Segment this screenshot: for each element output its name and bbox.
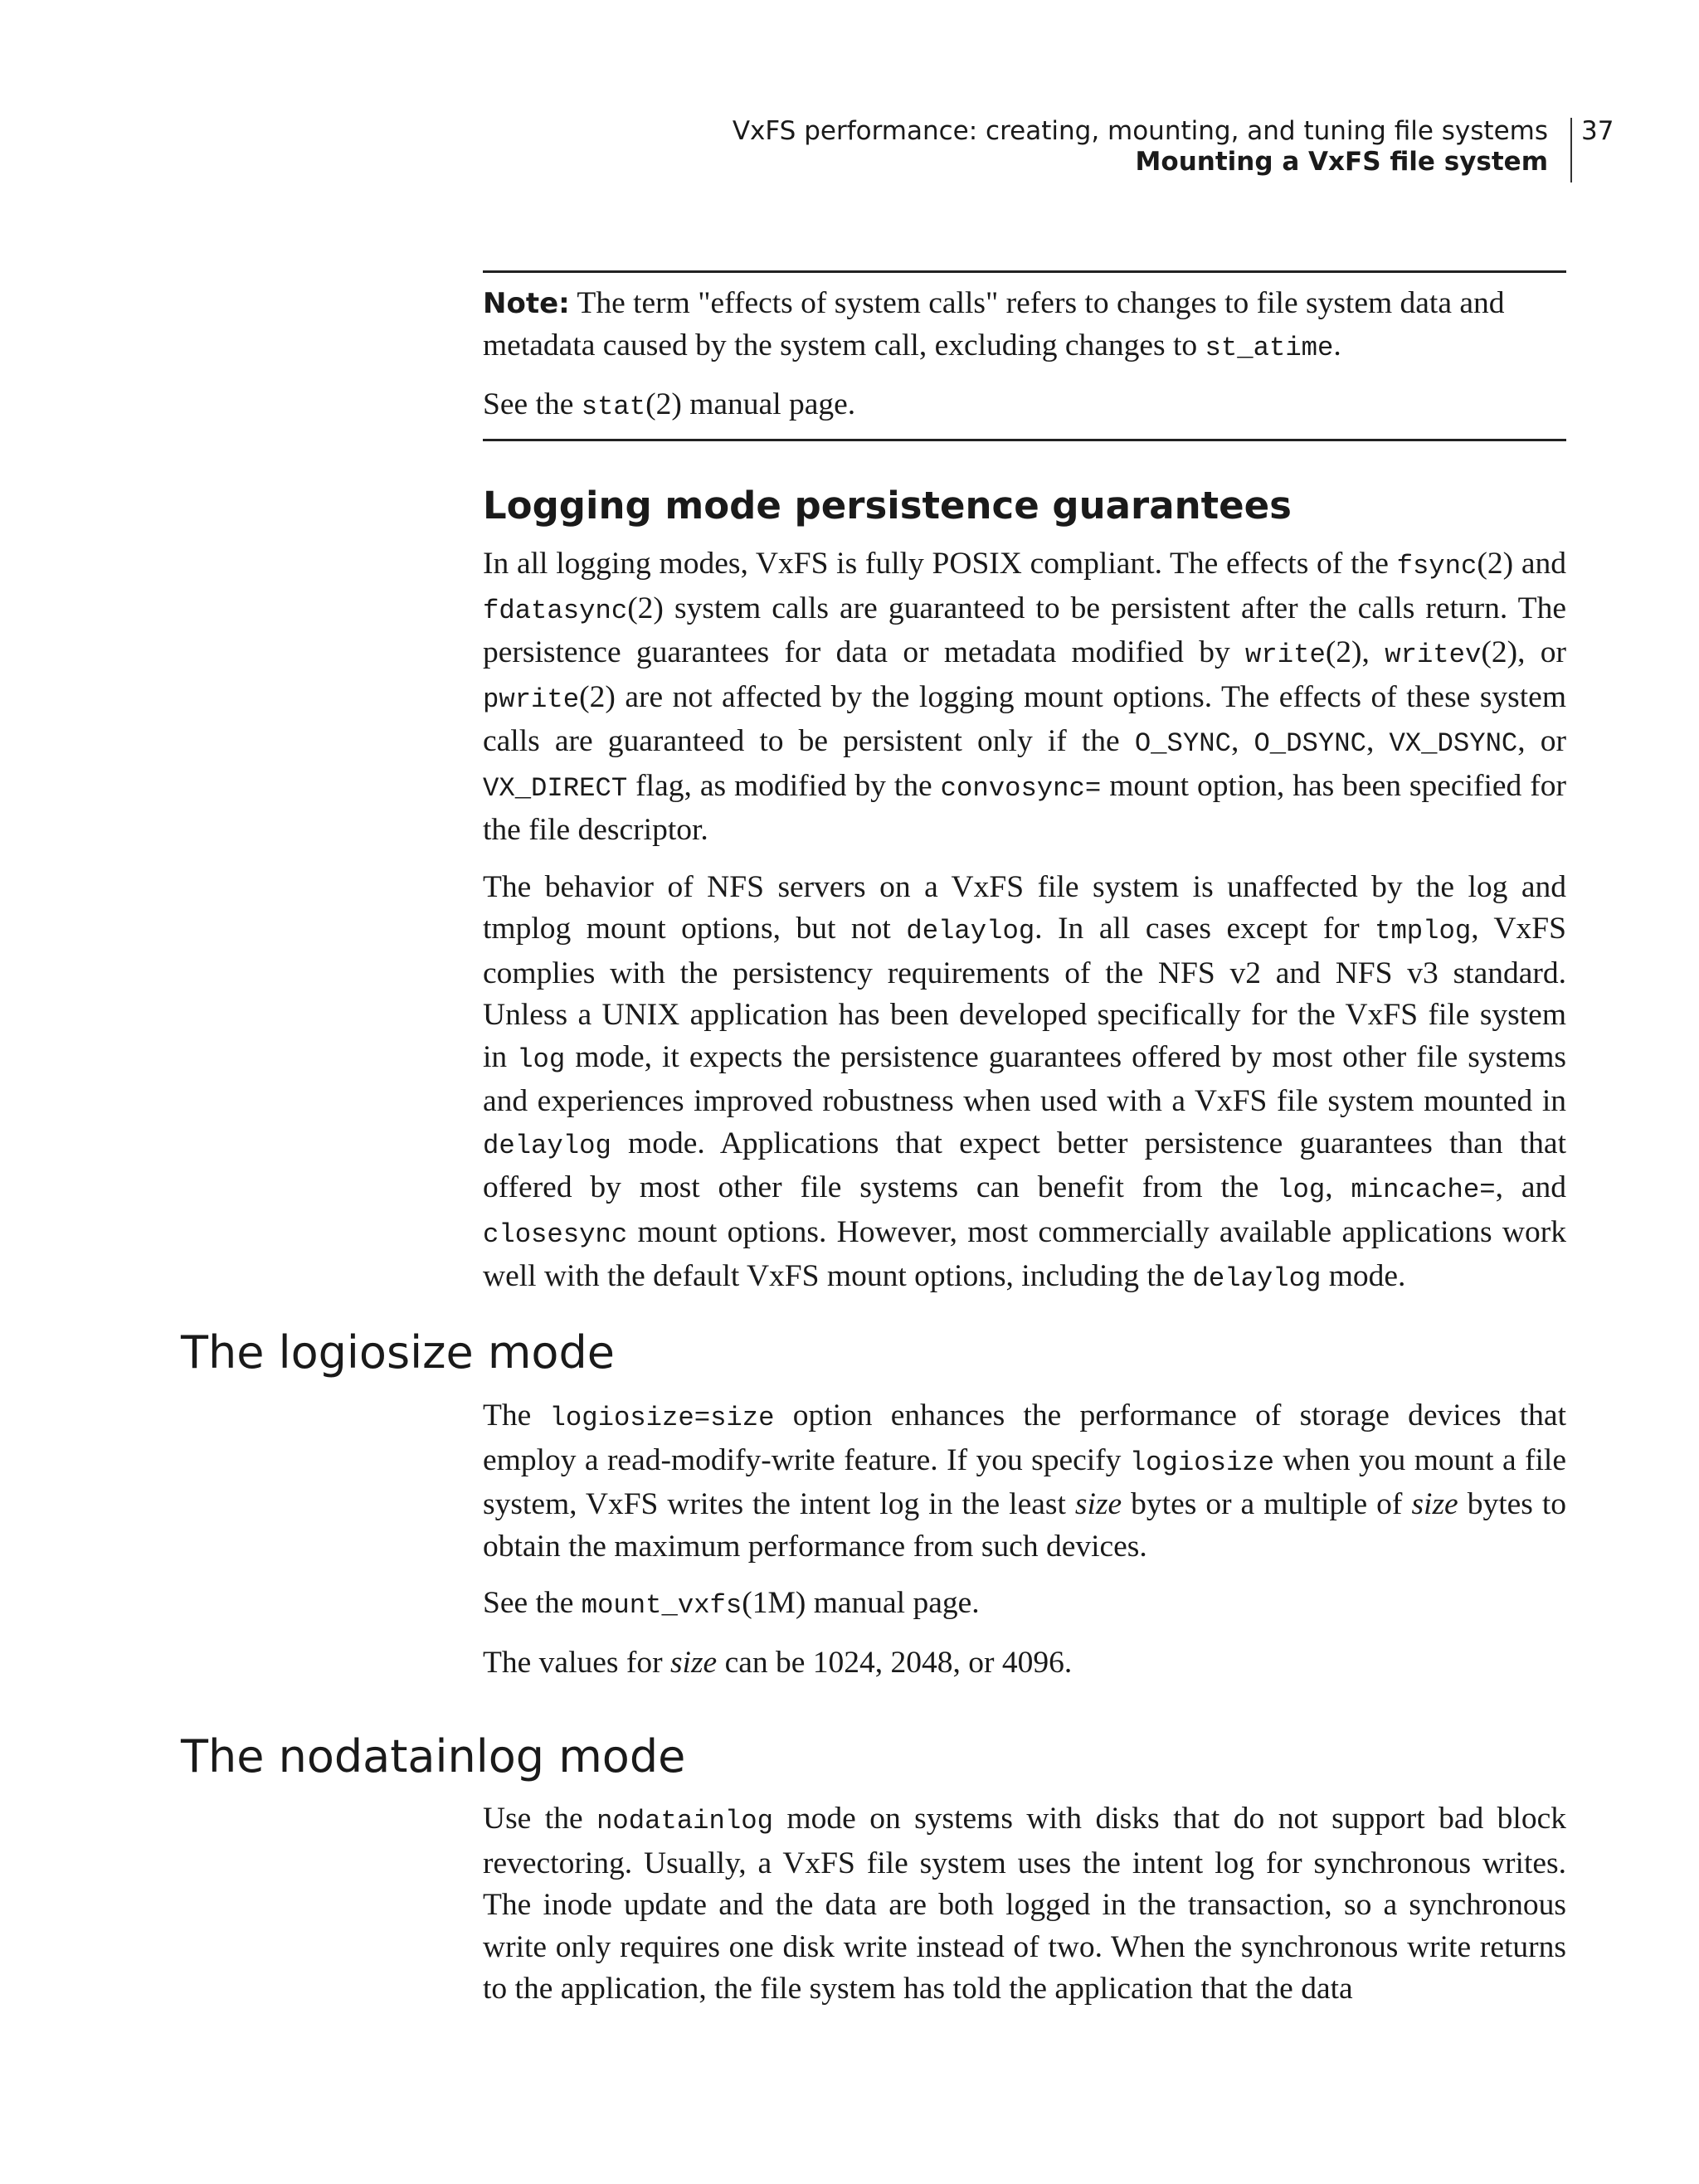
logging-section-body	[483, 543, 1566, 1301]
note-text: Note: The term "effects of system calls" refers to changes to file system data and metadata caused by the system call, excluding changes to st_atime.	[483, 286, 1505, 363]
page-number: 37	[1581, 116, 1614, 146]
logiosize-section-body	[483, 1395, 1566, 1684]
running-header	[733, 116, 1556, 178]
note-label: Note:	[483, 287, 570, 320]
logging-paragraph-2: The behavior of NFS servers on a VxFS file system is unaffected by the log and tmplog mount options, but not delaylog. In all cases except for tmplog, VxFS complies with the persistency requirements of the NFS v2 and NFS v3 standard. Unless a UNIX application has been developed specifically for the VxFS file system in log mode, it expects the persistence guarantees offered by most other file systems and experiences improved robustness when used with a VxFS file system mounted in delaylog mode. Applications that expect better persistence guarantees than that offered by most other file systems can benefit from the log, mincache=, and closesync mount options. However, most commercially available applications work well with the default VxFS mount options, including the delaylog mode.	[483, 869, 1566, 1294]
section-title: Mounting a VxFS file system	[1135, 147, 1548, 177]
logiosize-heading: The logiosize mode	[181, 1326, 615, 1379]
logiosize-paragraph-3: The values for size can be 1024, 2048, or 4096.	[483, 1645, 1073, 1680]
note-see-also: See the stat(2) manual page.	[483, 387, 856, 422]
nodatainlog-heading: The nodatainlog mode	[181, 1730, 686, 1783]
nodatainlog-section-body	[483, 1798, 1566, 2011]
code-st-atime: st_atime	[1205, 332, 1334, 363]
header-divider	[1570, 118, 1572, 182]
logging-heading: Logging mode persistence guarantees	[483, 484, 1292, 528]
logiosize-paragraph-2: See the mount_vxfs(1M) manual page.	[483, 1586, 980, 1621]
note-box	[483, 270, 1566, 441]
logging-paragraph-1: In all logging modes, VxFS is fully POSIX compliant. The effects of the fsync(2) and fdatasync(2) system calls are guaranteed to be persistent after the calls return. The persistence guarantees for data or metadata modified by write(2), writev(2), or pwrite(2) are not affected by the logging mount options. The effects of these system calls are guaranteed to be persistent only if the O_SYNC, O_DSYNC, VX_DSYNC, or VX_DIRECT flag, as modified by the convosync= mount option, has been specified for the file descriptor.	[483, 547, 1567, 847]
code-stat: stat	[581, 392, 646, 422]
nodatainlog-paragraph-1: Use the nodatainlog mode on systems with disks that do not support bad block revectoring. Usually, a VxFS file system uses the intent log for synchronous writes. The inode update and the data are both logged in the transaction, so a synchronous write only requires one disk write instead of two. When the synchronous write returns to the application, the file system has told the application that the data	[483, 1802, 1566, 2006]
logiosize-paragraph-1: The logiosize=size option enhances the performance of storage devices that employ a read-modify-write feature. If you specify logiosize when you mount a file system, VxFS writes the intent log in the least size bytes or a multiple of size bytes to obtain the maximum performance from such devices.	[483, 1398, 1567, 1564]
chapter-title: VxFS performance: creating, mounting, and tuning file systems	[732, 116, 1548, 146]
